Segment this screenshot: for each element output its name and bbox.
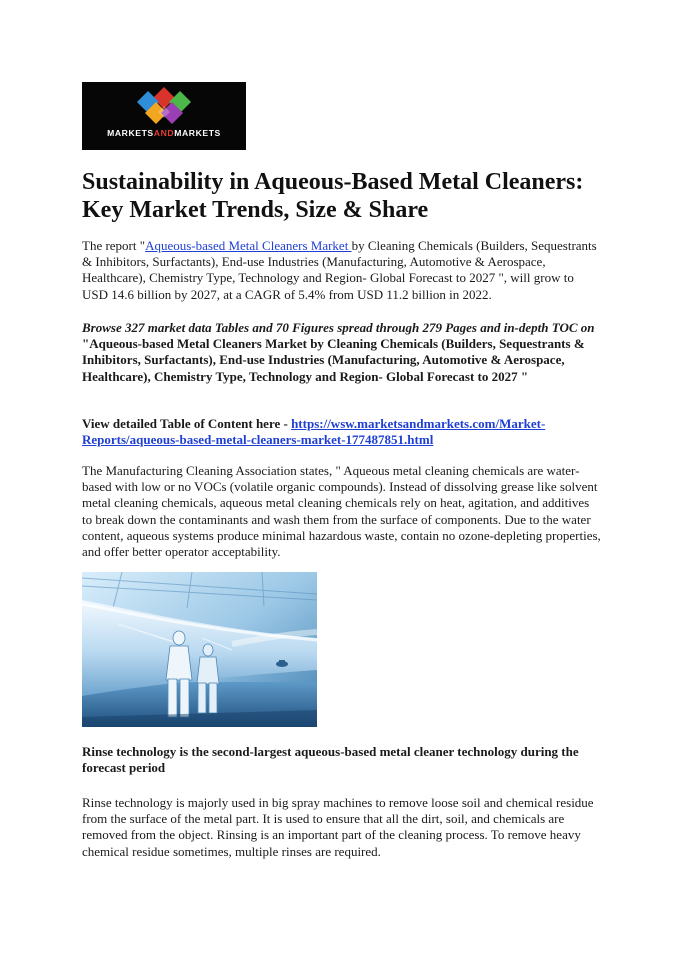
workers-cleaning-tank-photo (82, 572, 317, 727)
logo-word-and: AND (153, 128, 175, 138)
logo-word-markets-2: MARKETS (174, 128, 221, 138)
marketsandmarkets-logo (82, 82, 246, 150)
browse-paragraph (82, 320, 602, 385)
browse-report-title: "Aqueous-based Metal Cleaners Market by Cleaning Chemicals (Builders, Sequestrants & Inhibitors, Surfactants), End-use Industries (Manufacturing, Automotive & Aerospace, Healthcare), Chemistry Type, Technology and Region- Global Forecast to 2027 " (82, 336, 585, 384)
rinse-paragraph: Rinse technology is majorly used in big spray machines to remove loose soil and chemical residue from the surface of the metal part. It is used to ensure that all the dirt, soil, and chemicals are removed from the object. Rinsing is an important part of the cleaning process. To remove heavy chemical residue sometimes, multiple rinses are required. (82, 795, 594, 859)
toc-paragraph (82, 416, 602, 448)
intro-paragraph (82, 238, 602, 303)
page-title: Sustainability in Aqueous-Based Metal Cleaners: Key Market Trends, Size & Share (82, 169, 584, 223)
logo-word-markets: MARKETS (107, 128, 154, 138)
intro-suffix: by Cleaning Chemicals (Builders, Sequestrants & Inhibitors, Surfactants), End-use Industries (Manufacturing, Automotive & Aerospace, Healthcare), Chemistry Type, Technology and Region- Global Forecast to 2027 ", will grow to USD 14.6 billion by 2027, at a CAGR of 5.4% from USD 11.2 billion in 2022. (82, 238, 597, 302)
browse-italic: Browse 327 market data Tables and 70 Figures spread through 279 Pages and in-depth TOC on (82, 320, 595, 335)
toc-link[interactable]: https://wsw.marketsandmarkets.com/Market-Reports/aqueous-based-metal-cleaners-market-177487851.html (82, 416, 546, 448)
logo-wordmark (82, 128, 246, 138)
report-link[interactable]: Aqueous-based Metal Cleaners Market (145, 238, 352, 253)
diamond-cluster-logo-icon (82, 82, 246, 150)
intro-prefix: The report " (82, 238, 146, 253)
section-heading: Rinse technology is the second-largest aqueous-based metal cleaner technology during the forecast period (82, 744, 579, 776)
association-paragraph: The Manufacturing Cleaning Association states, " Aqueous metal cleaning chemicals are water-based with low or no VOCs (volatile organic compounds). Instead of dissolving grease like solvent metal cleaning chemicals, aqueous metal cleaning chemicals rely on heat, agitation, and additives to break down the contaminants and wash them from the surface of components. Due to the water content, aqueous systems produce minimal hazardous waste, contain no ozone-depleting properties, and offer better operator acceptability. (82, 463, 601, 560)
toc-label: View detailed Table of Content here - (82, 416, 292, 431)
